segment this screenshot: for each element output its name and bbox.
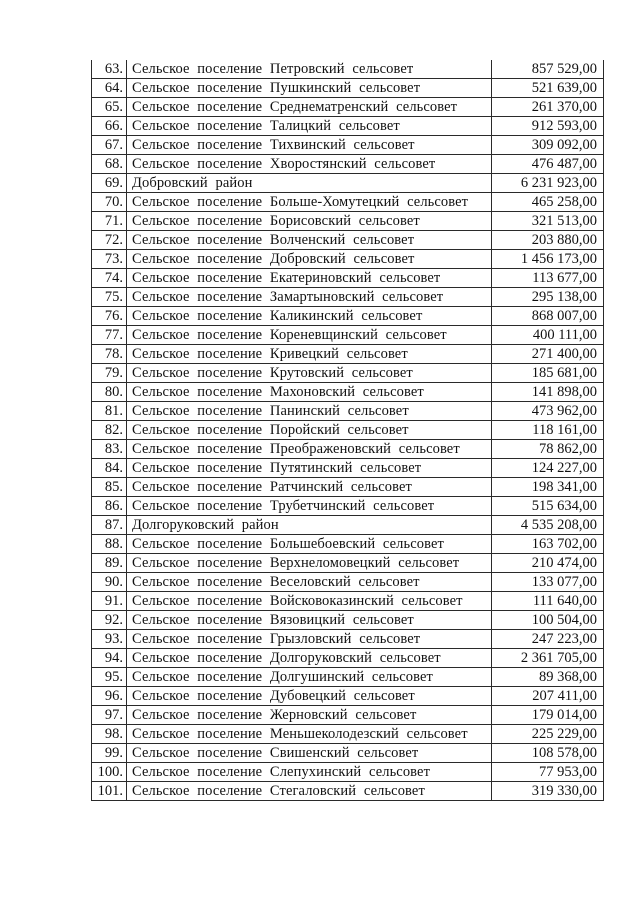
row-number: 95. <box>92 668 127 687</box>
entity-name: Сельское поселение Меньшеколодезский сельсовет <box>127 725 492 744</box>
entity-name: Сельское поселение Пушкинский сельсовет <box>127 79 492 98</box>
entity-name: Сельское поселение Стегаловский сельсовет <box>127 782 492 801</box>
amount-value: 515 634,00 <box>492 497 604 516</box>
table-row <box>92 98 604 117</box>
row-number: 87. <box>92 516 127 535</box>
row-number: 93. <box>92 630 127 649</box>
row-number: 71. <box>92 212 127 231</box>
entity-name: Сельское поселение Путятинский сельсовет <box>127 459 492 478</box>
row-number: 68. <box>92 155 127 174</box>
row-number: 81. <box>92 402 127 421</box>
table-row <box>92 193 604 212</box>
table-row <box>92 497 604 516</box>
table-row <box>92 421 604 440</box>
table-row <box>92 535 604 554</box>
entity-name: Сельское поселение Среднематренский сельсовет <box>127 98 492 117</box>
table-row <box>92 706 604 725</box>
table-row <box>92 744 604 763</box>
row-number: 66. <box>92 117 127 136</box>
table-row <box>92 459 604 478</box>
amount-value: 2 361 705,00 <box>492 649 604 668</box>
table-row <box>92 117 604 136</box>
budget-table <box>91 60 604 801</box>
amount-value: 521 639,00 <box>492 79 604 98</box>
table-row <box>92 269 604 288</box>
table-row <box>92 155 604 174</box>
amount-value: 400 111,00 <box>492 326 604 345</box>
entity-name: Долгоруковский район <box>127 516 492 535</box>
table-body <box>92 60 604 801</box>
table-row <box>92 478 604 497</box>
row-number: 63. <box>92 60 127 79</box>
amount-value: 111 640,00 <box>492 592 604 611</box>
amount-value: 912 593,00 <box>492 117 604 136</box>
amount-value: 309 092,00 <box>492 136 604 155</box>
amount-value: 163 702,00 <box>492 535 604 554</box>
row-number: 84. <box>92 459 127 478</box>
row-number: 101. <box>92 782 127 801</box>
amount-value: 198 341,00 <box>492 478 604 497</box>
amount-value: 6 231 923,00 <box>492 174 604 193</box>
amount-value: 247 223,00 <box>492 630 604 649</box>
entity-name: Сельское поселение Веселовский сельсовет <box>127 573 492 592</box>
entity-name: Сельское поселение Кривецкий сельсовет <box>127 345 492 364</box>
entity-name: Сельское поселение Махоновский сельсовет <box>127 383 492 402</box>
table-row <box>92 79 604 98</box>
table-row <box>92 212 604 231</box>
amount-value: 77 953,00 <box>492 763 604 782</box>
row-number: 65. <box>92 98 127 117</box>
table-row <box>92 573 604 592</box>
table-row <box>92 307 604 326</box>
row-number: 70. <box>92 193 127 212</box>
entity-name: Сельское поселение Петровский сельсовет <box>127 60 492 79</box>
table-row <box>92 383 604 402</box>
amount-value: 1 456 173,00 <box>492 250 604 269</box>
table-row <box>92 326 604 345</box>
entity-name: Сельское поселение Волченский сельсовет <box>127 231 492 250</box>
amount-value: 321 513,00 <box>492 212 604 231</box>
row-number: 78. <box>92 345 127 364</box>
amount-value: 4 535 208,00 <box>492 516 604 535</box>
amount-value: 207 411,00 <box>492 687 604 706</box>
table-row <box>92 60 604 79</box>
row-number: 92. <box>92 611 127 630</box>
table-row <box>92 649 604 668</box>
table-row <box>92 725 604 744</box>
entity-name: Сельское поселение Ратчинский сельсовет <box>127 478 492 497</box>
entity-name: Добровский район <box>127 174 492 193</box>
entity-name: Сельское поселение Жерновский сельсовет <box>127 706 492 725</box>
table-row <box>92 763 604 782</box>
table-row <box>92 136 604 155</box>
entity-name: Сельское поселение Преображеновский сельсовет <box>127 440 492 459</box>
table-row <box>92 630 604 649</box>
amount-value: 108 578,00 <box>492 744 604 763</box>
table-row <box>92 516 604 535</box>
table-row <box>92 782 604 801</box>
row-number: 69. <box>92 174 127 193</box>
entity-name: Сельское поселение Большебоевский сельсовет <box>127 535 492 554</box>
table-row <box>92 554 604 573</box>
row-number: 96. <box>92 687 127 706</box>
row-number: 88. <box>92 535 127 554</box>
row-number: 94. <box>92 649 127 668</box>
table-row <box>92 402 604 421</box>
amount-value: 473 962,00 <box>492 402 604 421</box>
entity-name: Сельское поселение Екатериновский сельсовет <box>127 269 492 288</box>
table-row <box>92 440 604 459</box>
entity-name: Сельское поселение Долгушинский сельсовет <box>127 668 492 687</box>
entity-name: Сельское поселение Добровский сельсовет <box>127 250 492 269</box>
row-number: 82. <box>92 421 127 440</box>
amount-value: 100 504,00 <box>492 611 604 630</box>
table-row <box>92 345 604 364</box>
entity-name: Сельское поселение Борисовский сельсовет <box>127 212 492 231</box>
table-row <box>92 288 604 307</box>
entity-name: Сельское поселение Больше-Хомутецкий сельсовет <box>127 193 492 212</box>
entity-name: Сельское поселение Хворостянский сельсовет <box>127 155 492 174</box>
entity-name: Сельское поселение Долгоруковский сельсовет <box>127 649 492 668</box>
entity-name: Сельское поселение Верхнеломовецкий сельсовет <box>127 554 492 573</box>
row-number: 91. <box>92 592 127 611</box>
row-number: 72. <box>92 231 127 250</box>
entity-name: Сельское поселение Свишенский сельсовет <box>127 744 492 763</box>
row-number: 86. <box>92 497 127 516</box>
amount-value: 113 677,00 <box>492 269 604 288</box>
row-number: 80. <box>92 383 127 402</box>
amount-value: 141 898,00 <box>492 383 604 402</box>
entity-name: Сельское поселение Вязовицкий сельсовет <box>127 611 492 630</box>
entity-name: Сельское поселение Поройский сельсовет <box>127 421 492 440</box>
amount-value: 476 487,00 <box>492 155 604 174</box>
table-row <box>92 668 604 687</box>
entity-name: Сельское поселение Тихвинский сельсовет <box>127 136 492 155</box>
amount-value: 271 400,00 <box>492 345 604 364</box>
row-number: 100. <box>92 763 127 782</box>
entity-name: Сельское поселение Трубетчинский сельсовет <box>127 497 492 516</box>
table-row <box>92 687 604 706</box>
entity-name: Сельское поселение Панинский сельсовет <box>127 402 492 421</box>
amount-value: 210 474,00 <box>492 554 604 573</box>
row-number: 67. <box>92 136 127 155</box>
row-number: 85. <box>92 478 127 497</box>
amount-value: 203 880,00 <box>492 231 604 250</box>
entity-name: Сельское поселение Талицкий сельсовет <box>127 117 492 136</box>
row-number: 79. <box>92 364 127 383</box>
amount-value: 179 014,00 <box>492 706 604 725</box>
row-number: 90. <box>92 573 127 592</box>
table-row <box>92 364 604 383</box>
amount-value: 295 138,00 <box>492 288 604 307</box>
amount-value: 78 862,00 <box>492 440 604 459</box>
row-number: 77. <box>92 326 127 345</box>
entity-name: Сельское поселение Крутовский сельсовет <box>127 364 492 383</box>
row-number: 99. <box>92 744 127 763</box>
row-number: 74. <box>92 269 127 288</box>
amount-value: 124 227,00 <box>492 459 604 478</box>
amount-value: 118 161,00 <box>492 421 604 440</box>
table-row <box>92 250 604 269</box>
row-number: 75. <box>92 288 127 307</box>
row-number: 89. <box>92 554 127 573</box>
entity-name: Сельское поселение Каликинский сельсовет <box>127 307 492 326</box>
entity-name: Сельское поселение Кореневщинский сельсовет <box>127 326 492 345</box>
amount-value: 465 258,00 <box>492 193 604 212</box>
amount-value: 261 370,00 <box>492 98 604 117</box>
amount-value: 857 529,00 <box>492 60 604 79</box>
table-row <box>92 592 604 611</box>
entity-name: Сельское поселение Дубовецкий сельсовет <box>127 687 492 706</box>
amount-value: 133 077,00 <box>492 573 604 592</box>
amount-value: 319 330,00 <box>492 782 604 801</box>
table-row <box>92 611 604 630</box>
entity-name: Сельское поселение Слепухинский сельсовет <box>127 763 492 782</box>
row-number: 83. <box>92 440 127 459</box>
entity-name: Сельское поселение Войсковоказинский сельсовет <box>127 592 492 611</box>
amount-value: 225 229,00 <box>492 725 604 744</box>
row-number: 98. <box>92 725 127 744</box>
row-number: 73. <box>92 250 127 269</box>
entity-name: Сельское поселение Замартыновский сельсовет <box>127 288 492 307</box>
row-number: 97. <box>92 706 127 725</box>
amount-value: 868 007,00 <box>492 307 604 326</box>
row-number: 76. <box>92 307 127 326</box>
entity-name: Сельское поселение Грызловский сельсовет <box>127 630 492 649</box>
amount-value: 185 681,00 <box>492 364 604 383</box>
row-number: 64. <box>92 79 127 98</box>
amount-value: 89 368,00 <box>492 668 604 687</box>
table-row <box>92 174 604 193</box>
table-row <box>92 231 604 250</box>
